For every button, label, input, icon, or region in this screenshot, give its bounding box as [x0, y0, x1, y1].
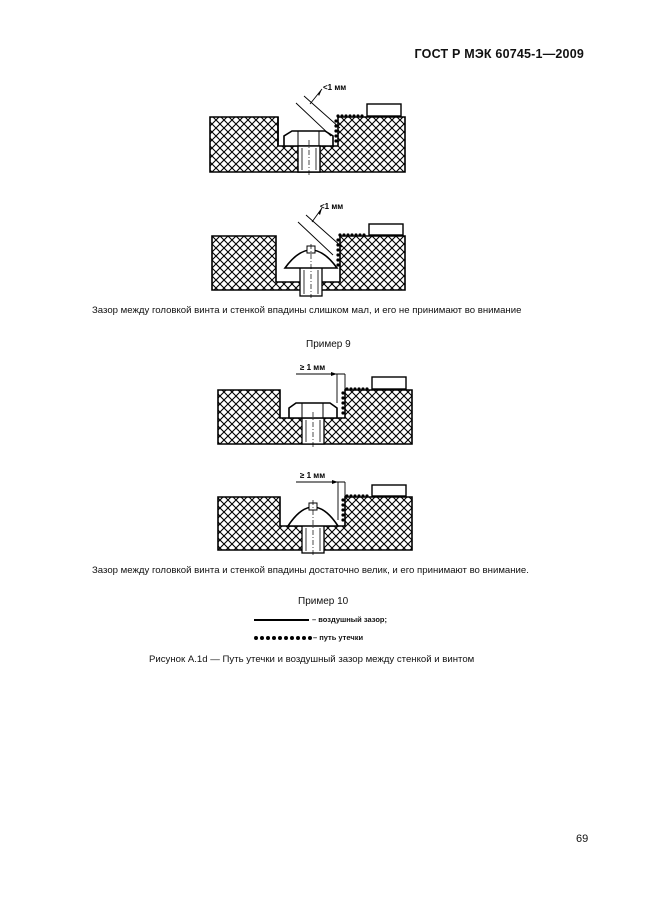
figure-hex-small-gap [210, 83, 405, 176]
example-10-label: Пример 10 [298, 596, 349, 607]
dimension-label: <1 мм [323, 83, 347, 92]
dimension-label: ≥ 1 мм [300, 471, 326, 480]
figure-round-large-gap [218, 471, 412, 556]
page-number: 69 [576, 833, 589, 845]
dimension-label: <1 мм [320, 202, 344, 211]
legend-creepage: – путь утечки [313, 633, 364, 642]
caption-large-gap: Зазор между головкой винта и стенкой впадины достаточно велик, и его принимают во внимание. [92, 565, 529, 576]
creepage-dots-symbol [254, 636, 312, 640]
figure-hex-large-gap [218, 363, 412, 448]
dimension-label: ≥ 1 мм [300, 363, 326, 372]
example-9-label: Пример 9 [306, 339, 351, 350]
figure-title: Рисунок А.1d — Путь утечки и воздушный зазор между стенкой и винтом [149, 654, 475, 665]
caption-small-gap: Зазор между головкой винта и стенкой впадины слишком мал, и его не принимают во внимание [92, 305, 522, 316]
document-header: ГОСТ Р МЭК 60745-1—2009 [414, 47, 584, 61]
legend-air-gap: – воздушный зазор; [312, 615, 387, 624]
figure-round-small-gap [212, 202, 405, 298]
